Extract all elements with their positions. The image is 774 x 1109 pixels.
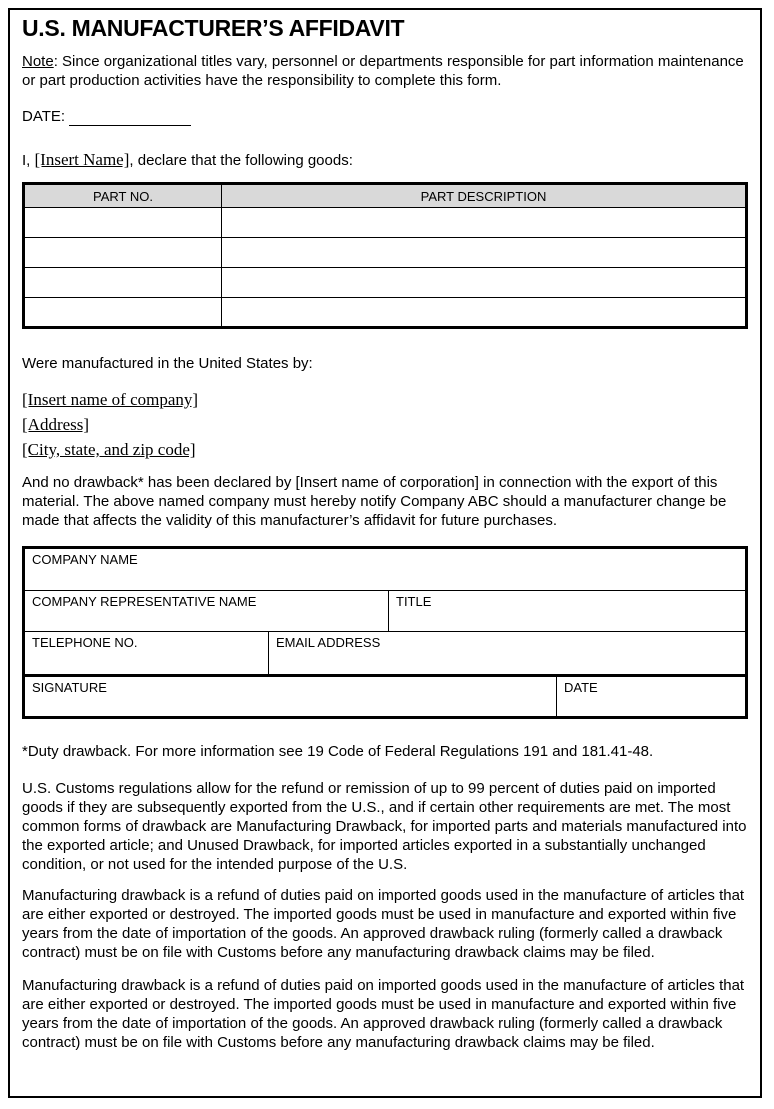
telephone-label: TELEPHONE NO. — [32, 635, 138, 650]
part-no-cell[interactable] — [24, 238, 222, 268]
company-representative-label: COMPANY REPRESENTATIVE NAME — [32, 594, 257, 609]
title-cell[interactable] — [389, 591, 747, 632]
company-name-cell[interactable] — [24, 548, 747, 591]
part-no-cell[interactable] — [24, 268, 222, 298]
signature-table — [22, 546, 748, 719]
part-description-cell[interactable] — [222, 208, 747, 238]
note-label: Note — [22, 53, 54, 70]
date-blank-field[interactable] — [69, 111, 191, 126]
email-label: EMAIL ADDRESS — [276, 635, 381, 650]
date-line — [22, 107, 748, 126]
part-no-cell[interactable] — [24, 298, 222, 328]
representative-title-row — [24, 591, 747, 632]
city-state-zip-placeholder-text: [City, state, and zip code] — [22, 440, 196, 459]
manufactured-by-line: Were manufactured in the United States by: — [22, 355, 313, 372]
title-label: TITLE — [396, 594, 432, 609]
insert-name-placeholder[interactable]: [Insert Name] — [34, 150, 130, 169]
parts-table-row — [24, 298, 747, 328]
part-description-cell[interactable] — [222, 238, 747, 268]
manufacturing-drawback-paragraph-2: Manufacturing drawback is a refund of duties paid on imported goods used in the manufacture of articles that are either exported or destroyed. The imported goods must be used in manufacture and exported within five years from the date of importation of the goods. An approved drawback ruling (formerly called a drawback contract) must be on file with Customs before any manufacturing drawback claims may be filed. — [22, 977, 745, 1051]
signature-date-cell[interactable] — [557, 676, 747, 718]
declaration-prefix: I, — [22, 152, 35, 169]
company-placeholder-block — [22, 388, 748, 463]
parts-header-part-description: PART DESCRIPTION — [222, 184, 747, 208]
email-cell[interactable] — [269, 632, 747, 676]
duty-drawback-footnote: *Duty drawback. For more information see 19 Code of Federal Regulations 191 and 181.41-48. — [22, 743, 654, 760]
company-representative-cell[interactable] — [24, 591, 389, 632]
declaration-line — [22, 150, 748, 170]
part-no-cell[interactable] — [24, 208, 222, 238]
address-placeholder-text: [Address] — [22, 415, 90, 434]
parts-table — [22, 182, 748, 329]
city-state-zip-placeholder[interactable] — [22, 438, 748, 463]
declaration-suffix: , declare that the following goods: — [129, 152, 353, 169]
company-name-row — [24, 548, 747, 591]
signature-date-label: DATE — [564, 680, 598, 695]
part-description-cell[interactable] — [222, 298, 747, 328]
parts-table-header-row — [24, 184, 747, 208]
signature-date-row — [24, 676, 747, 718]
signature-cell[interactable] — [24, 676, 557, 718]
company-name-placeholder-text: [Insert name of company] — [22, 390, 199, 409]
company-name-label: COMPANY NAME — [32, 552, 138, 567]
date-label: DATE: — [22, 108, 66, 125]
manufacturing-drawback-paragraph-1: Manufacturing drawback is a refund of duties paid on imported goods used in the manufacture of articles that are either exported or destroyed. The imported goods must be used in manufacture and exported within five years from the date of importation of the goods. An approved drawback ruling (formerly called a drawback contract) must be on file with Customs before any manufacturing drawback claims may be filed. — [22, 887, 745, 961]
telephone-cell[interactable] — [24, 632, 269, 676]
note-text: : Since organizational titles vary, personnel or departments responsible for part information maintenance or part production activities have the responsibility to complete this form. — [22, 53, 744, 89]
drawback-statement: And no drawback* has been declared by [Insert name of corporation] in connection with the export of this material. The above named company must hereby notify Company ABC should a manufacturer change be made that affects the validity of this manufacturer’s affidavit for future purchases. — [22, 474, 727, 529]
parts-table-row — [24, 238, 747, 268]
part-description-cell[interactable] — [222, 268, 747, 298]
parts-table-row — [24, 268, 747, 298]
company-name-placeholder[interactable] — [22, 388, 748, 413]
telephone-email-row — [24, 632, 747, 676]
document-title: U.S. MANUFACTURER’S AFFIDAVIT — [22, 15, 405, 41]
customs-regulations-paragraph: U.S. Customs regulations allow for the refund or remission of up to 99 percent of duties paid on imported goods if they are subsequently exported from the U.S., and if certain other requirements are met. The most common forms of drawback are Manufacturing Drawback, for imported parts and materials manufactured into the exported article; and Unused Drawback, for imported articles exported in a substantially unchanged condition, or not used for the intended purpose of the U.S. — [22, 780, 747, 873]
parts-header-part-no: PART NO. — [24, 184, 222, 208]
page-border-frame — [8, 8, 762, 1098]
signature-label: SIGNATURE — [32, 680, 107, 695]
parts-table-row — [24, 208, 747, 238]
note-paragraph — [22, 52, 748, 90]
address-placeholder[interactable] — [22, 413, 748, 438]
